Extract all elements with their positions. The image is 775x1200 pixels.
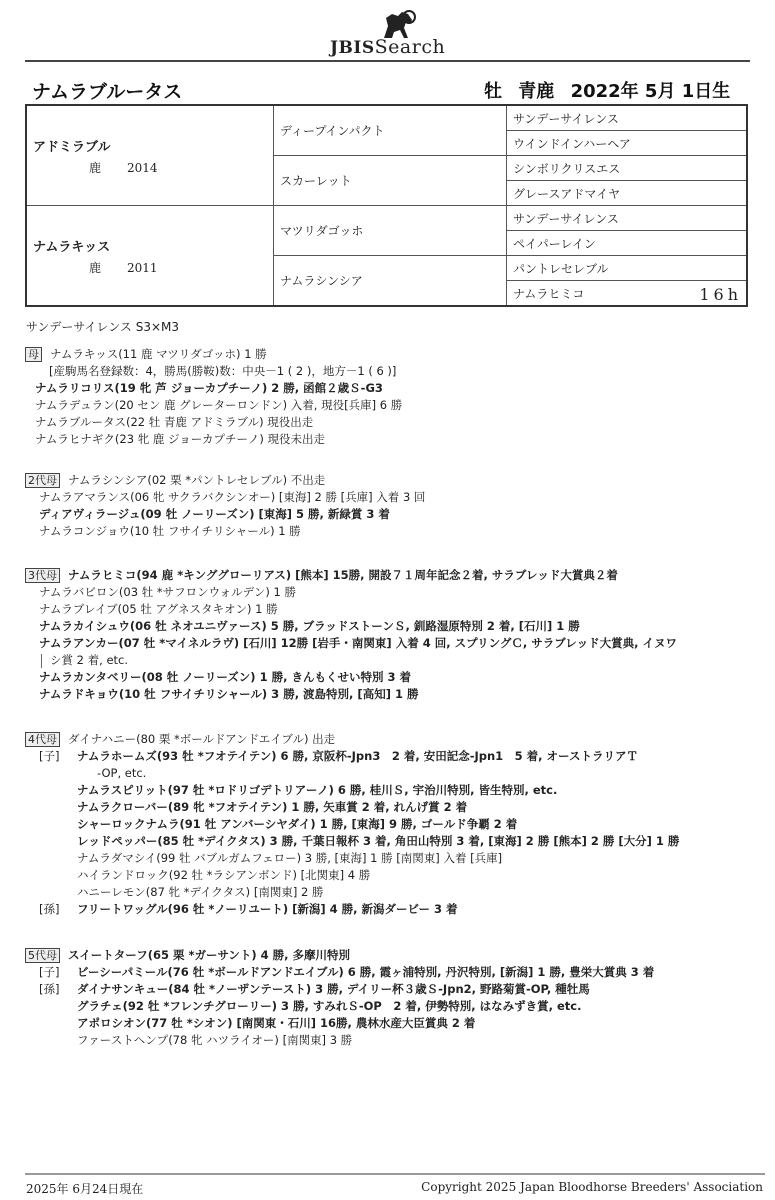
list-item: ナムラヒナギク(23 牝 鹿 ジョーカプチーノ) 現役未出走 <box>35 432 325 446</box>
list-item: ハイランドロック(92 牡 *ラシアンボンド) [北関東] 4 勝 <box>77 868 371 882</box>
list-item: ナムラブルータス(22 牡 青鹿 アドミラブル) 現役出走 <box>35 415 314 429</box>
list-item: ナムラブレイブ(05 牡 アグネスタキオン) 1 勝 <box>39 602 278 616</box>
pedigree-gen2-3[interactable]: マツリダゴッホ <box>274 206 507 256</box>
list-item: ナムラコンジョウ(10 牡 フサイチリシャール) 1 勝 <box>39 524 301 538</box>
section-dam <box>25 346 402 448</box>
list-item: ハニーレモン(87 牝 *デイクタス) [南関東] 2 勝 <box>77 885 324 899</box>
pedigree-gen3-8-cell <box>507 281 748 307</box>
horse-birth: 2022年 5月 1日生 <box>570 81 731 102</box>
list-item[interactable]: ダイナサンキュー(84 牡 *ノーザンテースト) 3 勝, デイリー杯３歳Ｓ-Jpn2, 野路菊賞-OP, 種牡馬 <box>77 982 590 996</box>
list-item[interactable]: フリートワッグル(96 牡 *ノーリユート) [新潟] 4 勝, 新潟ダービー 3 着 <box>77 902 458 916</box>
list-item: [産駒馬名登録数：4，勝馬(勝鞍)数：中央－1 ( 2 )，地方－1 ( 6 )] <box>49 364 397 378</box>
list-item-cont: -OP, etc. <box>97 766 147 780</box>
pedigree-gen3-5[interactable]: サンデーサイレンス <box>507 206 748 231</box>
header-divider <box>25 60 750 62</box>
list-item[interactable]: ナムラヒミコ(94 鹿 *キンググローリアス) [熊本] 15勝, 開設７１周年記念２着, サラブレッド大賞典２着 <box>68 568 618 582</box>
list-item: ナムラアマランス(06 牝 サクラバクシンオー) [東海] 2 勝 [兵庫] 入着 3 回 <box>39 490 426 504</box>
inbreeding-note: サンデーサイレンス S3×M3 <box>26 320 180 334</box>
list-item: ナムラダマシイ(99 牡 バブルガムフェロー) 3 勝, [東海] 1 勝 [南関東] 入着 [兵庫] <box>77 851 503 865</box>
pedigree-table <box>25 104 748 307</box>
list-item: ナムラシンシア(02 栗 *パントレセレブル) 不出走 <box>68 473 326 487</box>
section-4th-dam <box>25 731 679 918</box>
pedigree-gen2-1[interactable]: ディープインパクト <box>274 105 507 156</box>
list-item: ナムラキッス(11 鹿 マツリダゴッホ) 1 勝 <box>50 347 267 361</box>
pedigree-gen3-6[interactable]: ペイパーレイン <box>507 231 748 256</box>
pedigree-gen2-4[interactable]: ナムラシンシア <box>274 256 507 307</box>
list-item[interactable]: レッドペッパー(85 牡 *デイクタス) 3 勝, 千葉日報杯 3 着, 角田山特別 3 着, [東海] 2 勝 [熊本] 2 勝 [大分] 1 勝 <box>77 834 680 848</box>
sire-details: 鹿 2014 <box>89 160 158 175</box>
pedigree-gen3-7[interactable]: パントレセレブル <box>507 256 748 281</box>
pedigree-gen3-3[interactable]: シンボリクリスエス <box>507 156 748 181</box>
dam-details: 鹿 2011 <box>89 260 158 275</box>
list-item[interactable]: スイートターフ(65 栗 *ガーサント) 4 勝, 多摩川特別 <box>68 948 351 962</box>
pedigree-gen3-2[interactable]: ウインドインハーヘア <box>507 131 748 156</box>
list-item: ナムラデュラン(20 セン 鹿 グレーターロンドン) 入着, 現役[兵庫] 6 勝 <box>35 398 403 412</box>
grandchild-label: [孫] <box>39 902 60 916</box>
footer-date: 2025年 6月24日現在 <box>26 1182 144 1196</box>
section-tag: 母 <box>25 347 42 362</box>
list-item[interactable]: ナムラアンカー(07 牡 *マイネルラヴ) [石川] 12勝 [岩手・南関東] 入着 4 回, スプリングＣ, サラブレッド大賞典, イヌワ <box>39 636 678 650</box>
footer-divider <box>25 1173 765 1175</box>
list-item[interactable]: ナムラドキョウ(10 牡 フサイチリシャール) 3 勝, 渡島特別, [高知] 1 勝 <box>39 687 419 701</box>
list-item[interactable]: ナムラホームズ(93 牡 *フオテイテン) 6 勝, 京阪杯-Jpn3 2 着, 安田記念-Jpn1 5 着, オーストラリアＴ <box>77 749 638 763</box>
section-tag: 2代母 <box>25 473 60 488</box>
grandchild-label: [孫] <box>39 982 60 996</box>
horse-name: ナムラブルータス <box>32 81 183 103</box>
section-3rd-dam <box>25 567 677 703</box>
list-item-cont: シ賞 2 着, etc. <box>25 652 677 669</box>
list-item: ダイナハニー(80 栗 *ボールドアンドエイブル) 出走 <box>68 732 336 746</box>
jbis-search-logo[interactable] <box>326 6 466 56</box>
child-label: [子] <box>39 965 60 979</box>
list-item[interactable]: アポロシオン(77 牡 *シオン) [南関東・石川] 16勝, 農林水産大臣賞典 2 着 <box>77 1016 476 1030</box>
footer-copyright: Copyright 2025 Japan Bloodhorse Breeders' Association <box>421 1180 763 1194</box>
sire-cell <box>26 105 274 206</box>
dam-name[interactable]: ナムラキッス <box>33 239 111 255</box>
section-tag: 5代母 <box>25 948 60 963</box>
list-item[interactable]: ビーシーパミール(76 牡 *ボールドアンドエイブル) 6 勝, 霞ヶ浦特別, 丹沢特別, [新潟] 1 勝, 豊栄大賞典 3 着 <box>77 965 655 979</box>
list-item[interactable]: ナムラスピリット(97 牡 *ロドリゴデトリアーノ) 6 勝, 桂川Ｓ, 宇治川特別, 皆生特別, etc. <box>77 783 558 797</box>
section-tag: 3代母 <box>25 568 60 583</box>
list-item: ファーストヘンプ(78 牝 ハツライオー) [南関東] 3 勝 <box>77 1033 353 1047</box>
pedigree-gen2-2[interactable]: スカーレット <box>274 156 507 206</box>
list-item[interactable]: ナムラクローバー(89 牝 *フオテイテン) 1 勝, 矢車賞 2 着, れんげ賞 2 着 <box>77 800 468 814</box>
horse-color: 青鹿 <box>518 81 555 102</box>
horse-sex: 牡 <box>484 81 502 102</box>
list-item[interactable]: シャーロックナムラ(91 牡 アンバーシヤダイ) 1 勝, [東海] 9 勝, ゴールド争覇 2 着 <box>77 817 518 831</box>
section-tag: 4代母 <box>25 732 60 747</box>
pedigree-gen3-8[interactable]: ナムラヒミコ <box>513 286 585 301</box>
list-item[interactable]: ナムラカイシュウ(06 牡 ネオユニヴァース) 5 勝, ブラッドストーンＳ, 釧路湿原特別 2 着, [石川] 1 勝 <box>39 619 580 633</box>
family-number: 16h <box>699 284 742 304</box>
dam-cell <box>26 206 274 307</box>
section-2nd-dam <box>25 472 425 540</box>
list-item: ナムラバビロン(03 牡 *サフロンウォルデン) 1 勝 <box>39 585 297 599</box>
horse-info <box>484 77 740 103</box>
child-label: [子] <box>39 749 60 763</box>
list-item[interactable]: ナムラカンタベリー(08 牡 ノーリーズン) 1 勝, きんもくせい特別 3 着 <box>39 670 411 684</box>
pedigree-gen3-1[interactable]: サンデーサイレンス <box>507 105 748 131</box>
section-5th-dam <box>25 947 654 1049</box>
sire-name[interactable]: アドミラブル <box>33 139 111 155</box>
list-item[interactable]: ディアヴィラージュ(09 牡 ノーリーズン) [東海] 5 勝, 新緑賞 3 着 <box>39 507 390 521</box>
pedigree-gen3-4[interactable]: グレースアドマイヤ <box>507 181 748 206</box>
logo-text: JBISSearch <box>330 36 446 58</box>
list-item[interactable]: グラチェ(92 牡 *フレンチグローリー) 3 勝, すみれＳ-OP 2 着, 伊勢特別, はなみずき賞, etc. <box>77 999 582 1013</box>
list-item[interactable]: ナムラリコリス(19 牝 芦 ジョーカプチーノ) 2 勝, 函館２歳Ｓ-G3 <box>35 381 383 395</box>
